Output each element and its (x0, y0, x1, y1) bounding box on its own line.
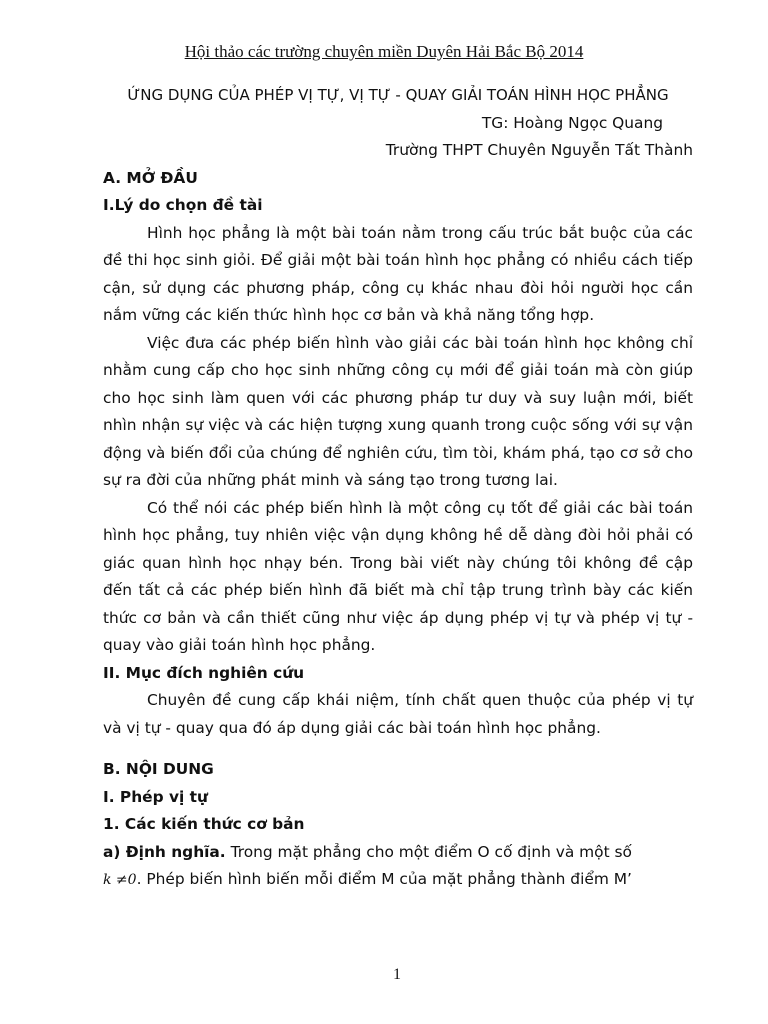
paragraph-2: Việc đưa các phép biến hình vào giải các bài toán hình học không chỉ nhằm cung cấp cho học sinh những công cụ mới để giải toán mà còn giúp cho học sinh làm quen với các phương pháp tư duy và suy luận mới, biết nhìn nhận sự việc và các hiện tượng xung quanh trong cuộc sống với sự vận động và biến đổi của chúng để nghiên cứu, tìm tòi, khám phá, tạo cơ sở cho sự ra đời của những phát minh và sáng tạo trong tương lai. (103, 333, 693, 489)
page-number: 1 (393, 966, 401, 983)
document-title: ỨNG DỤNG CỦA PHÉP VỊ TỰ, VỊ TỰ - QUAY GIẢI TOÁN HÌNH HỌC PHẲNG (127, 86, 669, 104)
definition-text-cont: . Phép biến hình biến mỗi điểm M của mặt phẳng thành điểm M’ (136, 870, 632, 888)
subsection-heading-purpose: II. Mục đích nghiên cứu (103, 663, 305, 682)
definition-paragraph-cont (103, 866, 693, 895)
subsection-heading-basics: 1. Các kiến thức cơ bản (103, 815, 305, 833)
page-header: Hội thảo các trường chuyên miền Duyên Hải Bắc Bộ 2014 (184, 42, 584, 61)
definition-paragraph (103, 839, 693, 867)
paragraph-1: Hình học phẳng là một bài toán nằm trong cấu trúc bắt buộc của các đề thi học sinh giỏi. Để giải một bài toán hình học phẳng có nhiều cách tiếp cận, sử dụng các phương pháp, công cụ khác nhau đòi hỏi người học cần nắm vững các kiến thức hình học cơ bản và khả năng tổng hợp. (103, 223, 693, 324)
definition-text: Trong mặt phẳng cho một điểm O cố định và một số (225, 842, 632, 861)
math-k-nonzero: k ≠0 (103, 872, 137, 888)
school-line: Trường THPT Chuyên Nguyễn Tất Thành (385, 141, 693, 159)
subsection-heading-reason: I.Lý do chọn đề tài (103, 196, 263, 214)
section-heading-a: A. MỞ ĐẦU (103, 168, 198, 187)
section-heading-b: B. NỘI DUNG (103, 760, 214, 778)
paragraph-3: Có thể nói các phép biến hình là một công cụ tốt để giải các bài toán hình học phẳng, tuy nhiên việc vận dụng không hề dễ dàng đòi hỏi phải có giác quan hình học nhạy bén. Trong bài viết này chúng tôi không đề cập đến tất cả các phép biến hình đã biết mà chỉ tập trung trình bày các kiến thức cơ bản và cần thiết cũng như việc áp dụng phép vị tự và phép vị tự - quay vào giải toán hình học phẳng. (103, 498, 693, 654)
author-line: TG: Hoàng Ngọc Quang (481, 113, 663, 132)
paragraph-4: Chuyên đề cung cấp khái niệm, tính chất quen thuộc của phép vị tự và vị tự - quay qua đó áp dụng giải các bài toán hình học phẳng. (103, 691, 693, 737)
definition-label: a) Định nghĩa. (103, 842, 226, 861)
spacer (103, 742, 693, 756)
subsection-heading-homothety: I. Phép vị tự (103, 787, 208, 806)
document-body (103, 82, 693, 895)
